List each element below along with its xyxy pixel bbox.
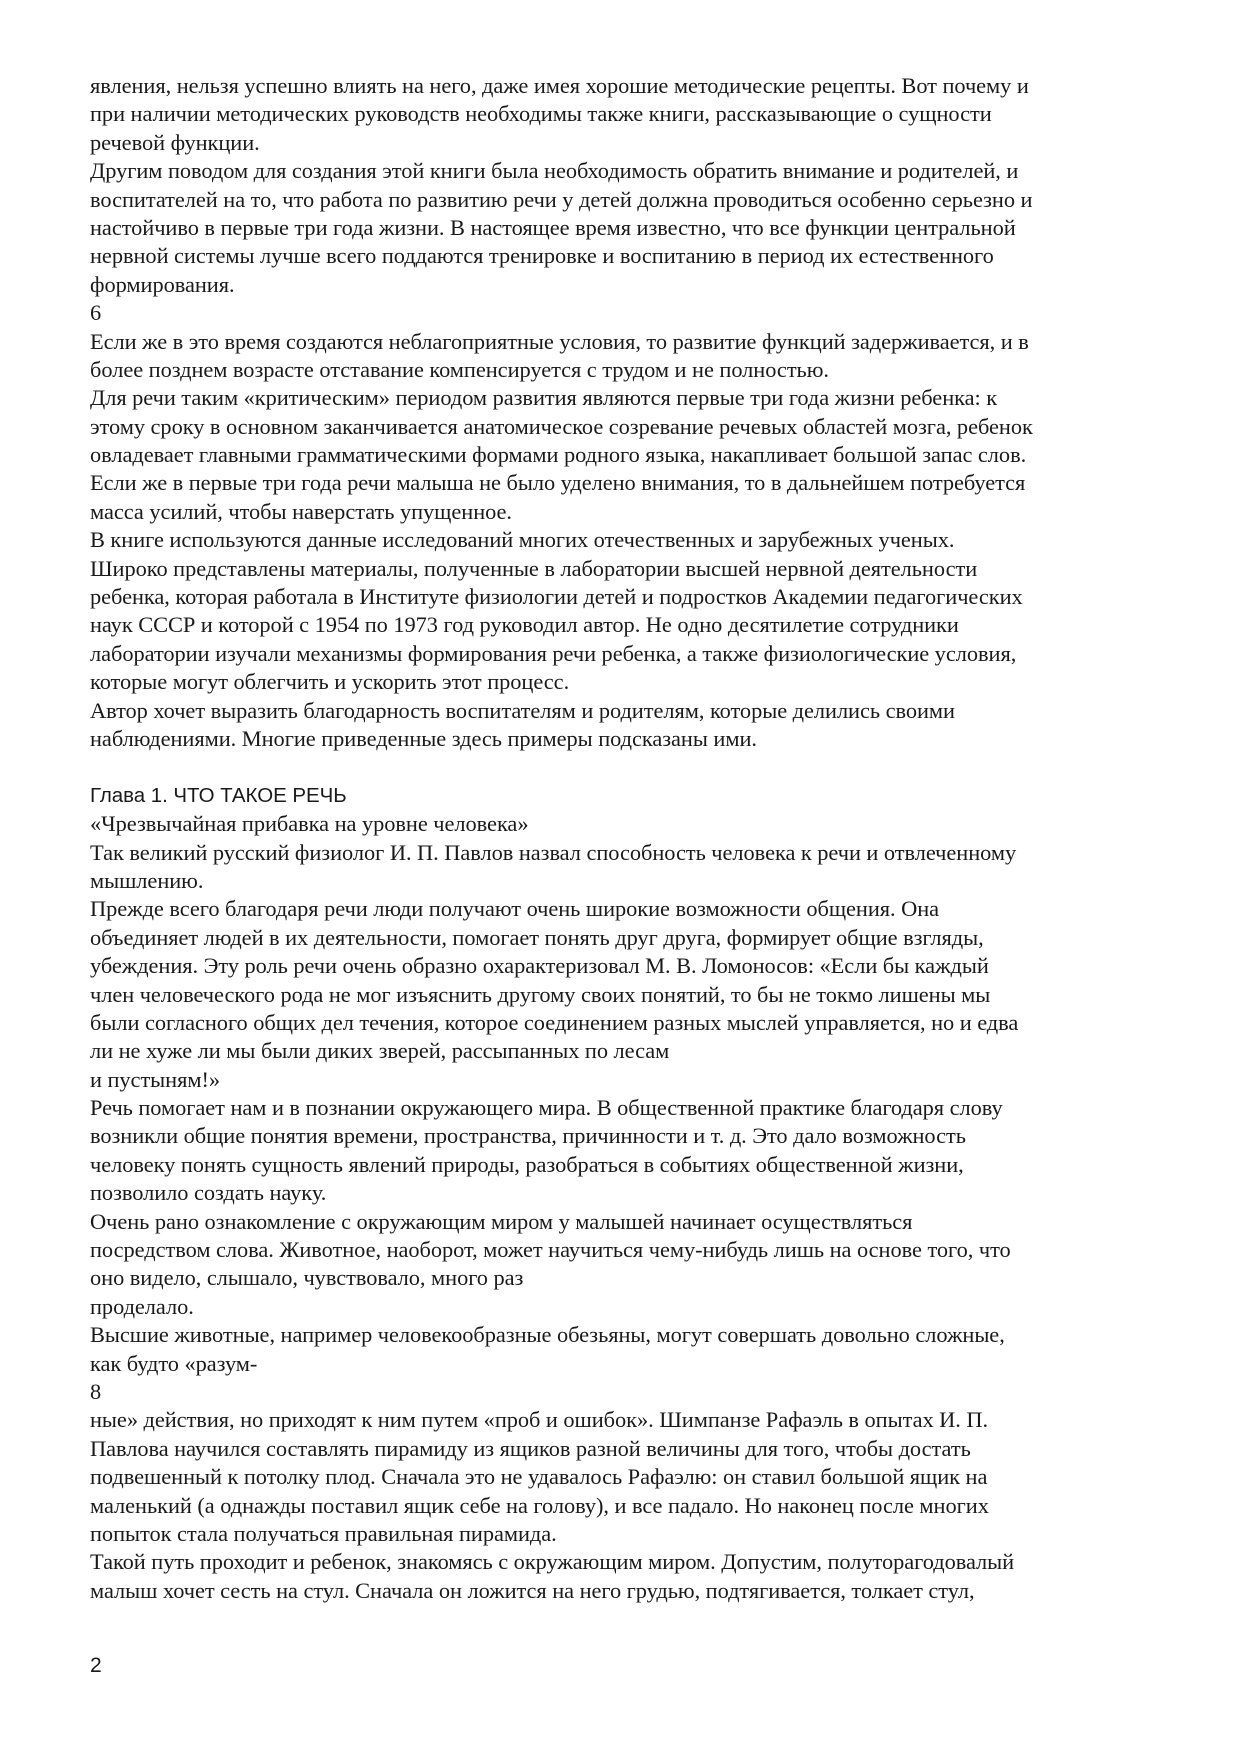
text-line: этому сроку в основном заканчивается анатомическое созревание речевых областей мозга, ребенок	[90, 413, 1033, 439]
source-page-marker: 8	[90, 1378, 102, 1404]
text-line: которые могут облегчить и ускорить этот процесс.	[90, 669, 570, 695]
text-line: как будто «разум-	[90, 1350, 258, 1376]
section-spacer	[90, 753, 1175, 781]
text-line: наблюдениями. Многие приведенные здесь примеры подсказаны ими.	[90, 725, 757, 751]
text-line: формирования.	[90, 271, 235, 297]
text-line: Речь помогает нам и в познании окружающего мира. В общественной практике благодаря слову	[90, 1095, 1003, 1121]
text-line: явления, нельзя успешно влиять на него, даже имея хорошие методические рецепты. Вот почему и	[90, 73, 1029, 98]
text-line: Если же в первые три года речи малыша не было уделено внимания, то в дальнейшем потребуется	[90, 470, 1026, 496]
text-line: были согласного общих дел течения, которое соединением разных мыслей управляется, но и едва	[90, 1009, 1019, 1035]
text-line: член человеческого рода не мог изъяснить другому своих понятий, то бы не токмо лишены мы	[90, 981, 991, 1007]
text-line: проделало.	[90, 1293, 194, 1319]
page-number: 2	[90, 1654, 102, 1677]
text-line: объединяет людей в их деятельности, помогает понять друг друга, формирует общие взгляды,	[90, 924, 984, 950]
text-line: позволило создать науку.	[90, 1180, 327, 1206]
text-line: Так великий русский физиолог И. П. Павлов назвал способность человека к речи и отвлеченному	[90, 839, 1017, 865]
text-line: воспитателей на то, что работа по развитию речи у детей должна проводиться особенно серьезно и	[90, 186, 1033, 212]
text-line: убеждения. Эту роль речи очень образно охарактеризовал М. В. Ломоносов: «Если бы каждый	[90, 953, 989, 979]
page-body-text	[90, 72, 1175, 1605]
text-line: оно видело, слышало, чувствовало, много раз	[90, 1265, 524, 1291]
text-line: Если же в это время создаются неблагоприятные условия, то развитие функций задерживается, и в	[90, 328, 1029, 354]
text-line: ные» действия, но приходят к ним путем «проб и ошибок». Шимпанзе Рафаэль в опытах И. П.	[90, 1407, 989, 1433]
text-line: ребенка, которая работала в Институте физиологии детей и подростков Академии педагогических	[90, 584, 1023, 610]
text-line: Широко представлены материалы, полученные в лаборатории высшей нервной деятельности	[90, 555, 978, 581]
text-line: подвешенный к потолку плод. Сначала это не удавалось Рафаэлю: он ставил большой ящик на	[90, 1464, 988, 1490]
text-line: Павлова научился составлять пирамиду из ящиков разной величины для того, чтобы достать	[90, 1435, 971, 1461]
text-line: Прежде всего благодаря речи люди получают очень широкие возможности общения. Она	[90, 896, 940, 922]
text-line: и пустыням!»	[90, 1066, 221, 1092]
text-line: Другим поводом для создания этой книги была необходимость обратить внимание и родителей, и	[90, 158, 1019, 184]
text-line: нервной системы лучше всего поддаются тренировке и воспитанию в период их естественного	[90, 243, 994, 269]
text-line: возникли общие понятия времени, пространства, причинности и т. д. Это дало возможность	[90, 1123, 966, 1149]
text-line: Очень рано ознакомление с окружающим миром у малышей начинает осуществляться	[90, 1208, 913, 1234]
text-line: Автор хочет выразить благодарность воспитателям и родителям, которые делились своими	[90, 697, 955, 723]
text-line: человеку понять сущность явлений природы, разобраться в событиях общественной жизни,	[90, 1151, 964, 1177]
section-heading: «Чрезвычайная прибавка на уровне человека»	[90, 811, 529, 837]
text-line: более позднем возрасте отставание компенсируется с трудом и не полностью.	[90, 356, 829, 382]
text-line: В книге используются данные исследований многих отечественных и зарубежных ученых.	[90, 527, 955, 553]
text-line: речевой функции.	[90, 129, 260, 155]
text-line: при наличии методических руководств необходимы также книги, рассказывающие о сущности	[90, 101, 992, 127]
text-line: малыш хочет сесть на стул. Сначала он ложится на него грудью, подтягивается, толкает стул,	[90, 1577, 975, 1603]
text-line: масса усилий, чтобы наверстать упущенное.	[90, 498, 512, 524]
text-line: маленький (а однажды поставил ящик себе на голову), и все падало. Но наконец после многих	[90, 1492, 989, 1518]
text-line: попыток стала получаться правильная пирамида.	[90, 1520, 557, 1546]
text-line: Для речи таким «критическим» периодом развития являются первые три года жизни ребенка: к	[90, 385, 998, 411]
text-line: Высшие животные, например человекообразные обезьяны, могут совершать довольно сложные,	[90, 1322, 1005, 1348]
text-line: Такой путь проходит и ребенок, знакомясь с окружающим миром. Допустим, полуторагодовалый	[90, 1549, 1015, 1575]
text-line: ли не хуже ли мы были диких зверей, рассыпанных по лесам	[90, 1038, 670, 1064]
text-line: овладевает главными грамматическими формами родного языка, накапливает большой запас слов.	[90, 442, 1027, 468]
chapter-title: Глава 1. ЧТО ТАКОЕ РЕЧЬ	[90, 783, 347, 807]
text-line: мышлению.	[90, 867, 204, 893]
text-line: наук СССР и которой с 1954 по 1973 год руководил автор. Не одно десятилетие сотрудники	[90, 612, 959, 638]
text-line: посредством слова. Животное, наоборот, может научиться чему-нибудь лишь на основе того, что	[90, 1237, 1011, 1263]
source-page-marker: 6	[90, 300, 102, 326]
text-line: настойчиво в первые три года жизни. В настоящее время известно, что все функции центральной	[90, 214, 1016, 240]
text-line: лаборатории изучали механизмы формирования речи ребенка, а также физиологические условия,	[90, 640, 1017, 666]
